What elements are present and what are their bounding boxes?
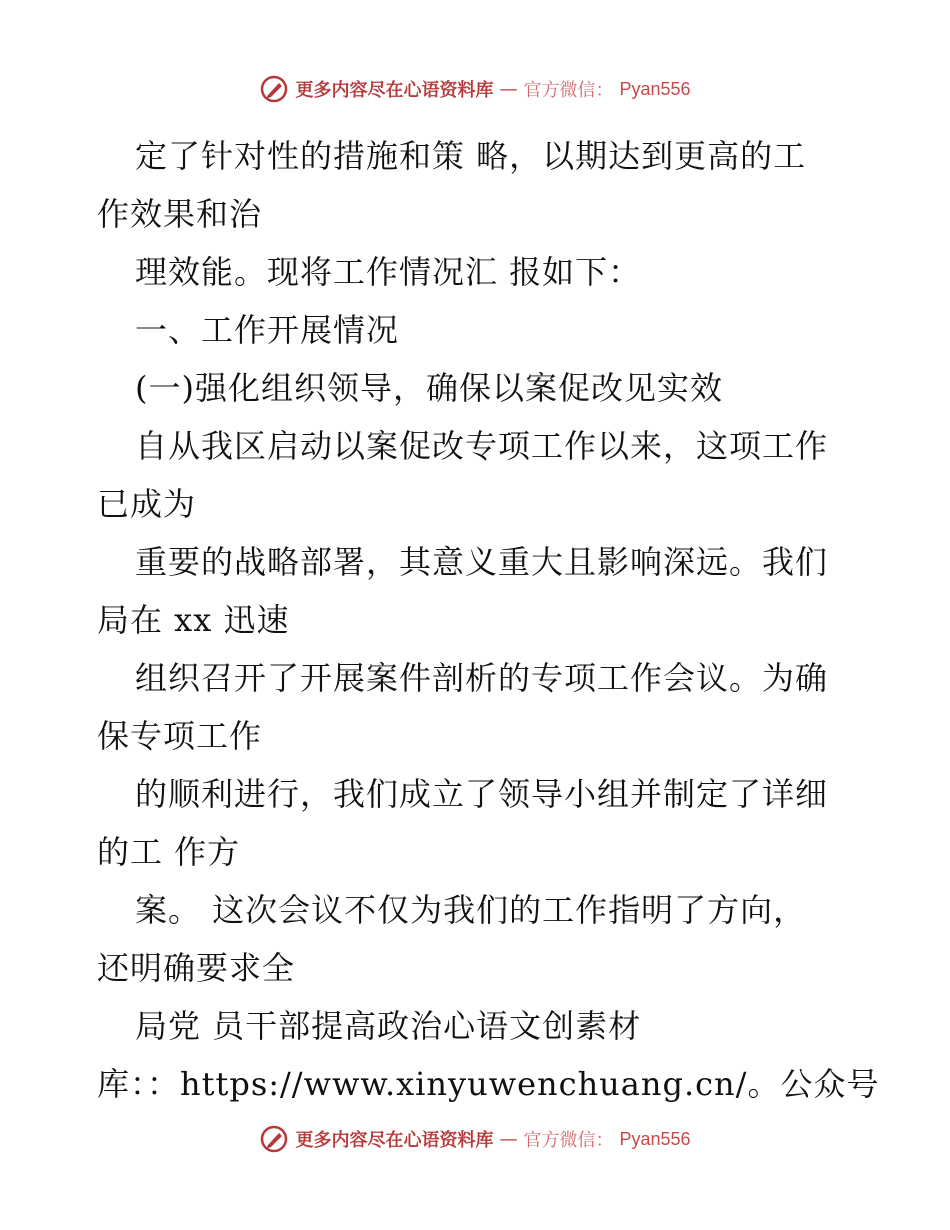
text-line-url: 库：：https://www.xinyuwenchuang.cn/。公众号 [97,1065,880,1103]
text-line: 已成为 [97,485,197,523]
text-line: 的顺利进行，我们成立了领导小组并制定了详细 [135,775,829,813]
text-line: 定了针对性的措施和策 略，以期达到更高的工 [135,137,807,175]
text-line: 还明确要求全 [97,949,296,987]
text-line: 局党 员干部提高政治心语文创素材 [135,1007,642,1045]
text-line: 重要的战略部署，其意义重大且影响深远。我们 [135,543,829,581]
document-body [97,127,880,1113]
text-line: 案。 这次会议不仅为我们的工作指明了方向， [135,891,807,929]
text-line: 自从我区启动以案促改专项工作以来，这项工作 [135,427,829,465]
watermark-dash: — [499,1128,518,1150]
subsection-heading: (一)强化组织领导，确保以案促改见实效 [135,369,723,407]
text-line: 的工 作方 [97,833,241,871]
watermark-dash: — [499,78,518,100]
watermark-wechat-label: 官方微信： [523,1130,614,1151]
watermark-wechat-id: Pyan556 [619,78,691,99]
text-line: 作效果和治 [97,195,263,233]
text-line: 理效能。现将工作情况汇 报如下： [135,253,642,291]
text-line: 保专项工作 [97,717,263,755]
watermark-main-text: 更多内容尽在心语资料库 [295,80,494,101]
footer-watermark [0,1124,950,1154]
watermark-main-text: 更多内容尽在心语资料库 [295,1130,494,1151]
watermark-wechat-label: 官方微信： [523,80,614,101]
header-watermark [0,74,950,104]
pen-logo-icon [259,74,289,104]
section-heading: 一、工作开展情况 [135,311,400,349]
text-line: 组织召开了开展案件剖析的专项工作会议。为确 [135,659,829,697]
pen-logo-icon [259,1124,289,1154]
watermark-wechat-id: Pyan556 [619,1128,691,1149]
text-line: 局在 xx 迅速 [97,601,290,639]
